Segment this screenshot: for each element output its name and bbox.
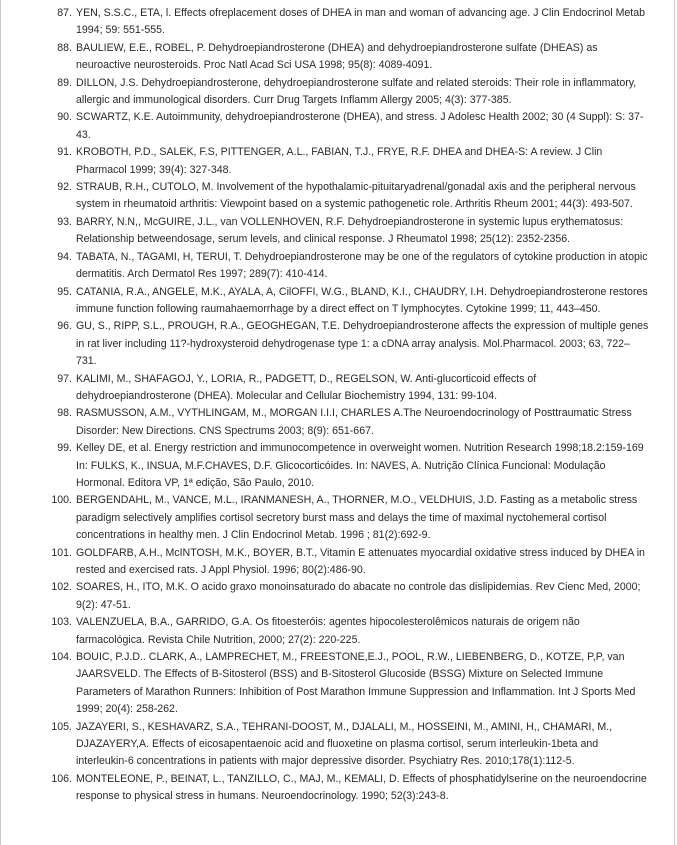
reference-text: Kelley DE, et al. Energy restriction and immunocompetence in overweight women. Nutrition Research 1998;18.2:159-169 In: FULKS, K., INSUA, M.F.CHAVES, D.F. Glicocorticóides. In: NAVES, A. Nutrição Clínica Funcional: Modulação Hormonal. Editora VP, 1ª edição, São Paulo, 2010. xyxy=(76,442,644,489)
reference-text: BERGENDAHL, M., VANCE, M.L., IRANMANESH, A., THORNER, M.O., VELDHUIS, J.D. Fasting as a metabolic stress paradigm selectively amplifies cortisol secretory burst mass and delays the time of maximal nyctohemeral cortisol concentrations in healthy men. J Clin Endocrinol Metab. 1996 ; 81(2):692-9. xyxy=(76,494,638,542)
reference-item xyxy=(1,371,676,406)
reference-text: JAZAYERI, S., KESHAVARZ, S.A., TEHRANI-DOOST, M., DJALALI, M., HOSSEINI, M., AMINI, H,, CHAMARI, M., DJAZAYERY,A. Effects of eicosapentaenoic acid and fluoxetine on plasma cortisol, serum interleukin-1beta and interleukin-6 concentrations in patients with major depressive disorder. Psychiatry Res. 2010;178(1):112-5. xyxy=(76,720,613,768)
reference-item xyxy=(1,144,676,179)
reference-number: 91. xyxy=(57,146,72,159)
reference-number: 94. xyxy=(57,250,72,263)
reference-text: YEN, S.S.C., ETA, l. Effects ofreplacement doses of DHEA in man and woman of advancing age. J Clin Endocrinol Metab 1994; 59: 551-555. xyxy=(76,7,646,37)
reference-text: KALIMI, M., SHAFAGOJ, Y., LORIA, R., PADGETT, D., REGELSON, W. Anti-glucorticoid effects of dehydroepiandrosterone (DHEA). Molecular and Cellular Biochemistry 1994, 131: 99-104. xyxy=(76,372,537,402)
reference-number: 102. xyxy=(51,581,72,594)
reference-number: 88. xyxy=(57,41,72,54)
reference-text: GOLDFARB, A.H., McINTOSH, M.K., BOYER, B.T., Vitamin E attenuates myocardial oxidative stress induced by DHEA in rested and exercised rats. J Appl Physiol. 1996; 80(2):486-90. xyxy=(76,546,645,576)
reference-item xyxy=(1,545,676,580)
reference-item xyxy=(1,179,676,214)
reference-item xyxy=(1,614,676,649)
reference-number: 92. xyxy=(57,181,72,194)
reference-list xyxy=(1,5,676,806)
reference-text: CATANIA, R.A., ANGELE, M.K., AYALA, A, CilOFFI, W.G., BLAND, K.I., CHAUDRY, I.H. Dehydroepiandrosterone restores immune function following raumahaemorrhage by a direct effect on T lymphocytes. Cytokine 1999; 11, 443–450. xyxy=(76,285,648,315)
reference-item xyxy=(1,719,676,771)
reference-item xyxy=(1,492,676,544)
reference-number: 97. xyxy=(57,372,72,385)
reference-number: 96. xyxy=(57,320,72,333)
reference-text: KROBOTH, P.D., SALEK, F.S, PITTENGER, A.L., FABIAN, T.J., FRYE, R.F. DHEA and DHEA-S: A review. J Clin Pharmacol 1999; 39(4): 327-348. xyxy=(76,146,603,176)
reference-item xyxy=(1,109,676,144)
reference-number: 98. xyxy=(57,407,72,420)
reference-text: BAULIEW, E.E., ROBEL, P. Dehydroepiandrosterone (DHEA) and dehydroepiandrosterone sulfate (DHEAS) as neuroactive neurosteroids. Proc Natl Acad Sci USA 1998; 95(8): 4089-4091. xyxy=(76,41,598,72)
reference-number: 87. xyxy=(57,7,72,19)
reference-item xyxy=(1,249,676,284)
reference-text: SOARES, H., ITO, M.K. O acido graxo monoinsaturado do abacate no controle das dislipidemias. Rev Cienc Med, 2000; 9(2): 47-51. xyxy=(76,581,641,611)
reference-text: MONTELEONE, P., BEINAT, L., TANZILLO, C., MAJ, M., KEMALI, D. Effects of phosphatidylserine on the neuroendocrine response to physical stress in humans. Neuroendocrinology. 1990; 52(3):243-8. xyxy=(76,772,647,803)
reference-number: 93. xyxy=(57,215,72,228)
reference-item xyxy=(1,40,676,75)
reference-text: GU, S., RIPP, S.L., PROUGH, R.A., GEOGHEGAN, T.E. Dehydroepiandrosterone affects the expression of multiple genes in rat liver including 11?-hydroxysteroid dehydrogenase type 1: a cDNA array analysis. Mol.Pharmacol. 2003; 63, 722–731. xyxy=(76,320,649,368)
reference-number: 103. xyxy=(51,616,72,629)
reference-item xyxy=(1,75,676,110)
reference-number: 101. xyxy=(51,546,72,559)
reference-text: BOUIC, P.J.D.. CLARK, A., LAMPRECHET, M., FREESTONE,E.J., POOL, R.W., LIEBENBERG, D., KOTZE, P,P, van JAARSVELD. The Effects of B-Sitosterol (BSS) and B-Sitosterol Glucoside (BSSG) Mixture on Selected Immune Parameters of Marathon Runners: Inhibition of Post Marathon Immune Suppression and Inflammation. Int J Sports Med 1999; 20(4): 258-262. xyxy=(76,651,636,716)
reference-text: BARRY, N.N,, McGUIRE, J.L., van VOLLENHOVEN, R.F. Dehydroepiandrosterone in systemic lupus erythematosus: Relationship betweendosage, serum levels, and clinical response. J Rheumatol 1998; 25(12): 2352-2356. xyxy=(76,215,624,246)
reference-number: 99. xyxy=(57,442,72,455)
reference-item xyxy=(1,771,676,806)
reference-number: 90. xyxy=(57,111,72,124)
reference-item xyxy=(1,440,676,492)
reference-item xyxy=(1,5,676,40)
reference-item xyxy=(1,214,676,249)
reference-item xyxy=(1,579,676,614)
reference-number: 100. xyxy=(51,494,72,507)
reference-item xyxy=(1,649,676,719)
reference-text: STRAUB, R.H., CUTOLO, M. Involvement of the hypothalamic-pituitaryadrenal/gonadal axis and the peripheral nervous system in rheumatoid arthritis: Viewpoint based on a systemic pathogenetic role. Arthritis Rheum 2001; 44(3): 493-507. xyxy=(76,181,636,211)
reference-text: RASMUSSON, A.M., VYTHLINGAM, M., MORGAN I.I.I, CHARLES A.The Neuroendocrinology of Posttraumatic Stress Disorder: New Directions. CNS Spectrums 2003; 8(9): 651-667. xyxy=(76,407,632,437)
reference-number: 105. xyxy=(51,720,72,733)
reference-text: SCWARTZ, K.E. Autoimmunity, dehydroepiandrosterone (DHEA), and stress. J Adolesc Health 2002; 30 (4 Suppl): S: 37-43. xyxy=(76,111,644,141)
reference-text: VALENZUELA, B.A., GARRIDO, G.A. Os fitoesteróis: agentes hipocolesterolêmicos naturais de origem não farmacológica. Revista Chile Nutrition, 2000; 27(2): 220-225. xyxy=(76,616,580,646)
reference-text: DILLON, J.S. Dehydroepiandrosterone, dehydroepiandrosterone sulfate and related steroids: Their role in inflammatory, allergic and immunological disorders. Curr Drug Targets Inflamm Allergy 2005; 4(3): 377-385. xyxy=(76,76,637,107)
reference-number: 104. xyxy=(51,651,72,664)
reference-item xyxy=(1,284,676,319)
reference-number: 89. xyxy=(57,76,72,89)
reference-item xyxy=(1,318,676,370)
reference-number: 106. xyxy=(51,772,72,785)
reference-number: 95. xyxy=(57,285,72,298)
reference-item xyxy=(1,405,676,440)
reference-text: TABATA, N., TAGAMI, H, TERUI, T. Dehydroepiandrosterone may be one of the regulators of cytokine production in atopic dermatitis. Arch Dermatol Res 1997; 289(7): 410-414. xyxy=(76,250,648,281)
